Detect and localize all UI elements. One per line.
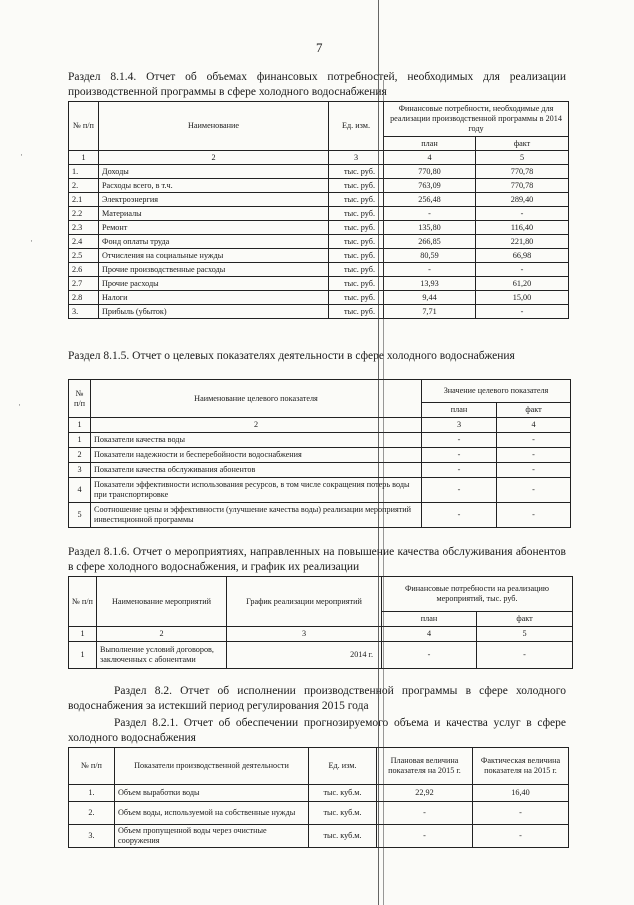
table-cell: 2 bbox=[91, 418, 422, 433]
table-row bbox=[69, 193, 569, 207]
table-cell: 770,80 bbox=[384, 165, 476, 179]
numbering-row bbox=[69, 418, 571, 433]
col-group-header: Финансовые потребности на реализацию мероприятий, тыс. руб. bbox=[382, 577, 573, 612]
table-cell: 9,44 bbox=[384, 291, 476, 305]
table-cell: Показатели качества обслуживания абонентов bbox=[91, 463, 422, 478]
table-cell: 289,40 bbox=[476, 193, 569, 207]
table-cell: - bbox=[476, 263, 569, 277]
table-cell: 5 bbox=[476, 151, 569, 165]
col-plan-header: план bbox=[384, 137, 476, 151]
table-cell: - bbox=[422, 433, 497, 448]
table-body bbox=[69, 785, 569, 848]
table-cell: 15,00 bbox=[476, 291, 569, 305]
table-cell: - bbox=[477, 642, 573, 669]
table-cell: 4 bbox=[384, 151, 476, 165]
service-measures-table bbox=[68, 576, 573, 669]
table-cell: 1 bbox=[69, 418, 91, 433]
table-cell: тыс. руб. bbox=[329, 165, 384, 179]
table-cell: 22,92 bbox=[377, 785, 473, 802]
table-cell: 763,09 bbox=[384, 179, 476, 193]
table-cell: 3. bbox=[69, 305, 99, 319]
table-cell: 3 bbox=[69, 463, 91, 478]
table-cell: - bbox=[476, 207, 569, 221]
table-cell: Выполнение условий договоров, заключенных с абонентами bbox=[97, 642, 227, 669]
table-row bbox=[69, 291, 569, 305]
table-cell: - bbox=[422, 503, 497, 528]
scan-speck: · bbox=[20, 150, 23, 160]
table-cell: Отчисления на социальные нужды bbox=[99, 249, 329, 263]
scan-speck: · bbox=[30, 236, 33, 246]
table-row bbox=[69, 305, 569, 319]
service-volume-table bbox=[68, 747, 569, 848]
table-cell: Показатели надежности и бесперебойности водоснабжения bbox=[91, 448, 422, 463]
table-cell: Соотношение цены и эффективности (улучшение качества воды) реализации мероприятий инвестиционной программы bbox=[91, 503, 422, 528]
table-cell: 2.1 bbox=[69, 193, 99, 207]
table-cell: Налоги bbox=[99, 291, 329, 305]
table-cell: Прочие расходы bbox=[99, 277, 329, 291]
col-name-header: Наименование целевого показателя bbox=[91, 380, 422, 418]
table-cell: 2014 г. bbox=[227, 642, 382, 669]
table-cell: Материалы bbox=[99, 207, 329, 221]
table-cell: - bbox=[422, 478, 497, 503]
table-cell: 2.7 bbox=[69, 277, 99, 291]
table-cell: 2.8 bbox=[69, 291, 99, 305]
table-cell: 4 bbox=[497, 418, 571, 433]
target-indicators-table bbox=[68, 379, 571, 528]
table-cell: 2.2 bbox=[69, 207, 99, 221]
table-cell: тыс. куб.м. bbox=[309, 825, 377, 848]
col-num-header: № п/п bbox=[69, 380, 91, 418]
table-row bbox=[69, 503, 571, 528]
col-num-header: № п/п bbox=[69, 748, 115, 785]
table-cell: 2. bbox=[69, 179, 99, 193]
table-cell: Показатели качества воды bbox=[91, 433, 422, 448]
col-fact-header: факт bbox=[476, 137, 569, 151]
col-name-header: Показатели производственной деятельности bbox=[115, 748, 309, 785]
table-row bbox=[69, 179, 569, 193]
table-cell: - bbox=[497, 433, 571, 448]
table-row bbox=[69, 433, 571, 448]
scan-speck: · bbox=[18, 400, 21, 410]
col-unit-header: Ед. изм. bbox=[329, 102, 384, 151]
table-cell: - bbox=[377, 825, 473, 848]
col-unit-header: Ед. изм. bbox=[309, 748, 377, 785]
table-row bbox=[69, 263, 569, 277]
table-cell: Расходы всего, в т.ч. bbox=[99, 179, 329, 193]
table-cell: 2.3 bbox=[69, 221, 99, 235]
table-cell: 1 bbox=[69, 433, 91, 448]
table-cell: тыс. руб. bbox=[329, 207, 384, 221]
table-cell: Показатели эффективности использования ресурсов, в том числе сокращения потерь воды при транспортировке bbox=[91, 478, 422, 503]
table-body bbox=[69, 433, 571, 528]
table-cell: Прибыль (убыток) bbox=[99, 305, 329, 319]
numbering-row bbox=[69, 627, 573, 642]
col-plan-header: план bbox=[422, 403, 497, 418]
table-cell: 3 bbox=[422, 418, 497, 433]
table-cell: - bbox=[377, 802, 473, 825]
table-row bbox=[69, 235, 569, 249]
table-cell: - bbox=[497, 503, 571, 528]
scan-fold-line bbox=[383, 80, 384, 905]
col-plan-header: Плановая величина показателя на 2015 г. bbox=[377, 748, 473, 785]
table-row bbox=[69, 802, 569, 825]
table-row bbox=[69, 165, 569, 179]
col-group-header: Финансовые потребности, необходимые для реализации производственной программы в 2014 году bbox=[384, 102, 569, 137]
table-cell: Доходы bbox=[99, 165, 329, 179]
table-cell: 66,98 bbox=[476, 249, 569, 263]
table-cell: тыс. куб.м. bbox=[309, 785, 377, 802]
col-num-header: № п/п bbox=[69, 577, 97, 627]
table-cell: 1 bbox=[69, 151, 99, 165]
table-cell: 61,20 bbox=[476, 277, 569, 291]
table-cell: 4 bbox=[69, 478, 91, 503]
table-cell: 3. bbox=[69, 825, 115, 848]
table-row bbox=[69, 785, 569, 802]
table-cell: Фонд оплаты труда bbox=[99, 235, 329, 249]
table-cell: Прочие производственные расходы bbox=[99, 263, 329, 277]
table-row bbox=[69, 221, 569, 235]
table-cell: - bbox=[473, 825, 569, 848]
financial-needs-table bbox=[68, 101, 569, 319]
table-cell: - bbox=[473, 802, 569, 825]
table-cell: - bbox=[497, 448, 571, 463]
col-fact-header: факт bbox=[497, 403, 571, 418]
table-row bbox=[69, 448, 571, 463]
table-cell: 80,59 bbox=[384, 249, 476, 263]
table-cell: - bbox=[422, 463, 497, 478]
table-cell: 3 bbox=[329, 151, 384, 165]
table-row bbox=[69, 277, 569, 291]
table-cell: - bbox=[497, 478, 571, 503]
table-cell: тыс. руб. bbox=[329, 193, 384, 207]
table-row bbox=[69, 207, 569, 221]
col-plan-header: план bbox=[382, 612, 477, 627]
table-row bbox=[69, 642, 573, 669]
table-cell: тыс. куб.м. bbox=[309, 802, 377, 825]
table-cell: 2.6 bbox=[69, 263, 99, 277]
col-fact-header: факт bbox=[477, 612, 573, 627]
table-cell: Электроэнергия bbox=[99, 193, 329, 207]
table-cell: 221,80 bbox=[476, 235, 569, 249]
col-name-header: Наименование bbox=[99, 102, 329, 151]
table-cell: 770,78 bbox=[476, 165, 569, 179]
table-row bbox=[69, 825, 569, 848]
col-fact-header: Фактическая величина показателя на 2015 г. bbox=[473, 748, 569, 785]
table-cell: - bbox=[422, 448, 497, 463]
table-cell: 5 bbox=[69, 503, 91, 528]
table-cell: тыс. руб. bbox=[329, 291, 384, 305]
section-8-1-5-heading: Раздел 8.1.5. Отчет о целевых показателях деятельности в сфере холодного водоснабжения bbox=[68, 350, 515, 362]
table-cell: 5 bbox=[477, 627, 573, 642]
table-cell: 2. bbox=[69, 802, 115, 825]
table-row bbox=[69, 463, 571, 478]
table-header-row bbox=[69, 380, 571, 403]
table-header-row bbox=[69, 102, 569, 137]
table-row bbox=[69, 478, 571, 503]
table-cell: 770,78 bbox=[476, 179, 569, 193]
table-row bbox=[69, 249, 569, 263]
table-cell: Объем выработки воды bbox=[115, 785, 309, 802]
table-header-row bbox=[69, 577, 573, 612]
table-cell: - bbox=[384, 263, 476, 277]
table-cell: 13,93 bbox=[384, 277, 476, 291]
section-8-2-1-heading: Раздел 8.2.1. Отчет об обеспечении прогнозируемого объема и качества услуг в сфере холодного водоснабжения bbox=[68, 717, 566, 744]
table-cell: 1 bbox=[69, 642, 97, 669]
table-cell: - bbox=[476, 305, 569, 319]
table-cell: 16,40 bbox=[473, 785, 569, 802]
table-cell: тыс. руб. bbox=[329, 305, 384, 319]
table-cell: 1 bbox=[69, 627, 97, 642]
section-8-1-4-heading: Раздел 8.1.4. Отчет об объемах финансовых потребностей, необходимых для реализации производственной программы в сфере холодного водоснабжения bbox=[68, 71, 566, 98]
page-number: 7 bbox=[316, 40, 323, 55]
table-cell: 266,85 bbox=[384, 235, 476, 249]
table-cell: 3 bbox=[227, 627, 382, 642]
col-num-header: № п/п bbox=[69, 102, 99, 151]
table-cell: тыс. руб. bbox=[329, 235, 384, 249]
table-cell: 2 bbox=[97, 627, 227, 642]
table-cell: - bbox=[497, 463, 571, 478]
table-cell: тыс. руб. bbox=[329, 221, 384, 235]
col-group-header: Значение целевого показателя bbox=[422, 380, 571, 403]
table-header-row bbox=[69, 748, 569, 785]
table-cell: тыс. руб. bbox=[329, 277, 384, 291]
table-cell: - bbox=[384, 207, 476, 221]
table-cell: 1. bbox=[69, 165, 99, 179]
table-cell: - bbox=[382, 642, 477, 669]
table-cell: 2.5 bbox=[69, 249, 99, 263]
table-cell: тыс. руб. bbox=[329, 249, 384, 263]
table-cell: Объем пропущенной воды через очистные сооружения bbox=[115, 825, 309, 848]
table-cell: тыс. руб. bbox=[329, 179, 384, 193]
table-body bbox=[69, 165, 569, 319]
table-cell: 1. bbox=[69, 785, 115, 802]
table-cell: 256,48 bbox=[384, 193, 476, 207]
table-cell: 2 bbox=[99, 151, 329, 165]
table-cell: 2 bbox=[69, 448, 91, 463]
table-cell: Ремонт bbox=[99, 221, 329, 235]
table-cell: тыс. руб. bbox=[329, 263, 384, 277]
section-8-1-6-heading: Раздел 8.1.6. Отчет о мероприятиях, направленных на повышение качества обслуживания абонентов в сфере холодного водоснабжения, и график их реализации bbox=[68, 546, 566, 573]
table-cell: Объем воды, используемой на собственные нужды bbox=[115, 802, 309, 825]
table-cell: 2.4 bbox=[69, 235, 99, 249]
table-cell: 135,80 bbox=[384, 221, 476, 235]
col-name-header: Наименование мероприятий bbox=[97, 577, 227, 627]
scan-fold-line bbox=[378, 0, 379, 905]
table-cell: 116,40 bbox=[476, 221, 569, 235]
numbering-row bbox=[69, 151, 569, 165]
table-cell: 4 bbox=[382, 627, 477, 642]
table-cell: 7,71 bbox=[384, 305, 476, 319]
section-8-2-heading: Раздел 8.2. Отчет об исполнении производственной программы в сфере холодного водоснабжения за истекший период регулирования 2015 года bbox=[68, 685, 566, 712]
col-schedule-header: График реализации мероприятий bbox=[227, 577, 382, 627]
